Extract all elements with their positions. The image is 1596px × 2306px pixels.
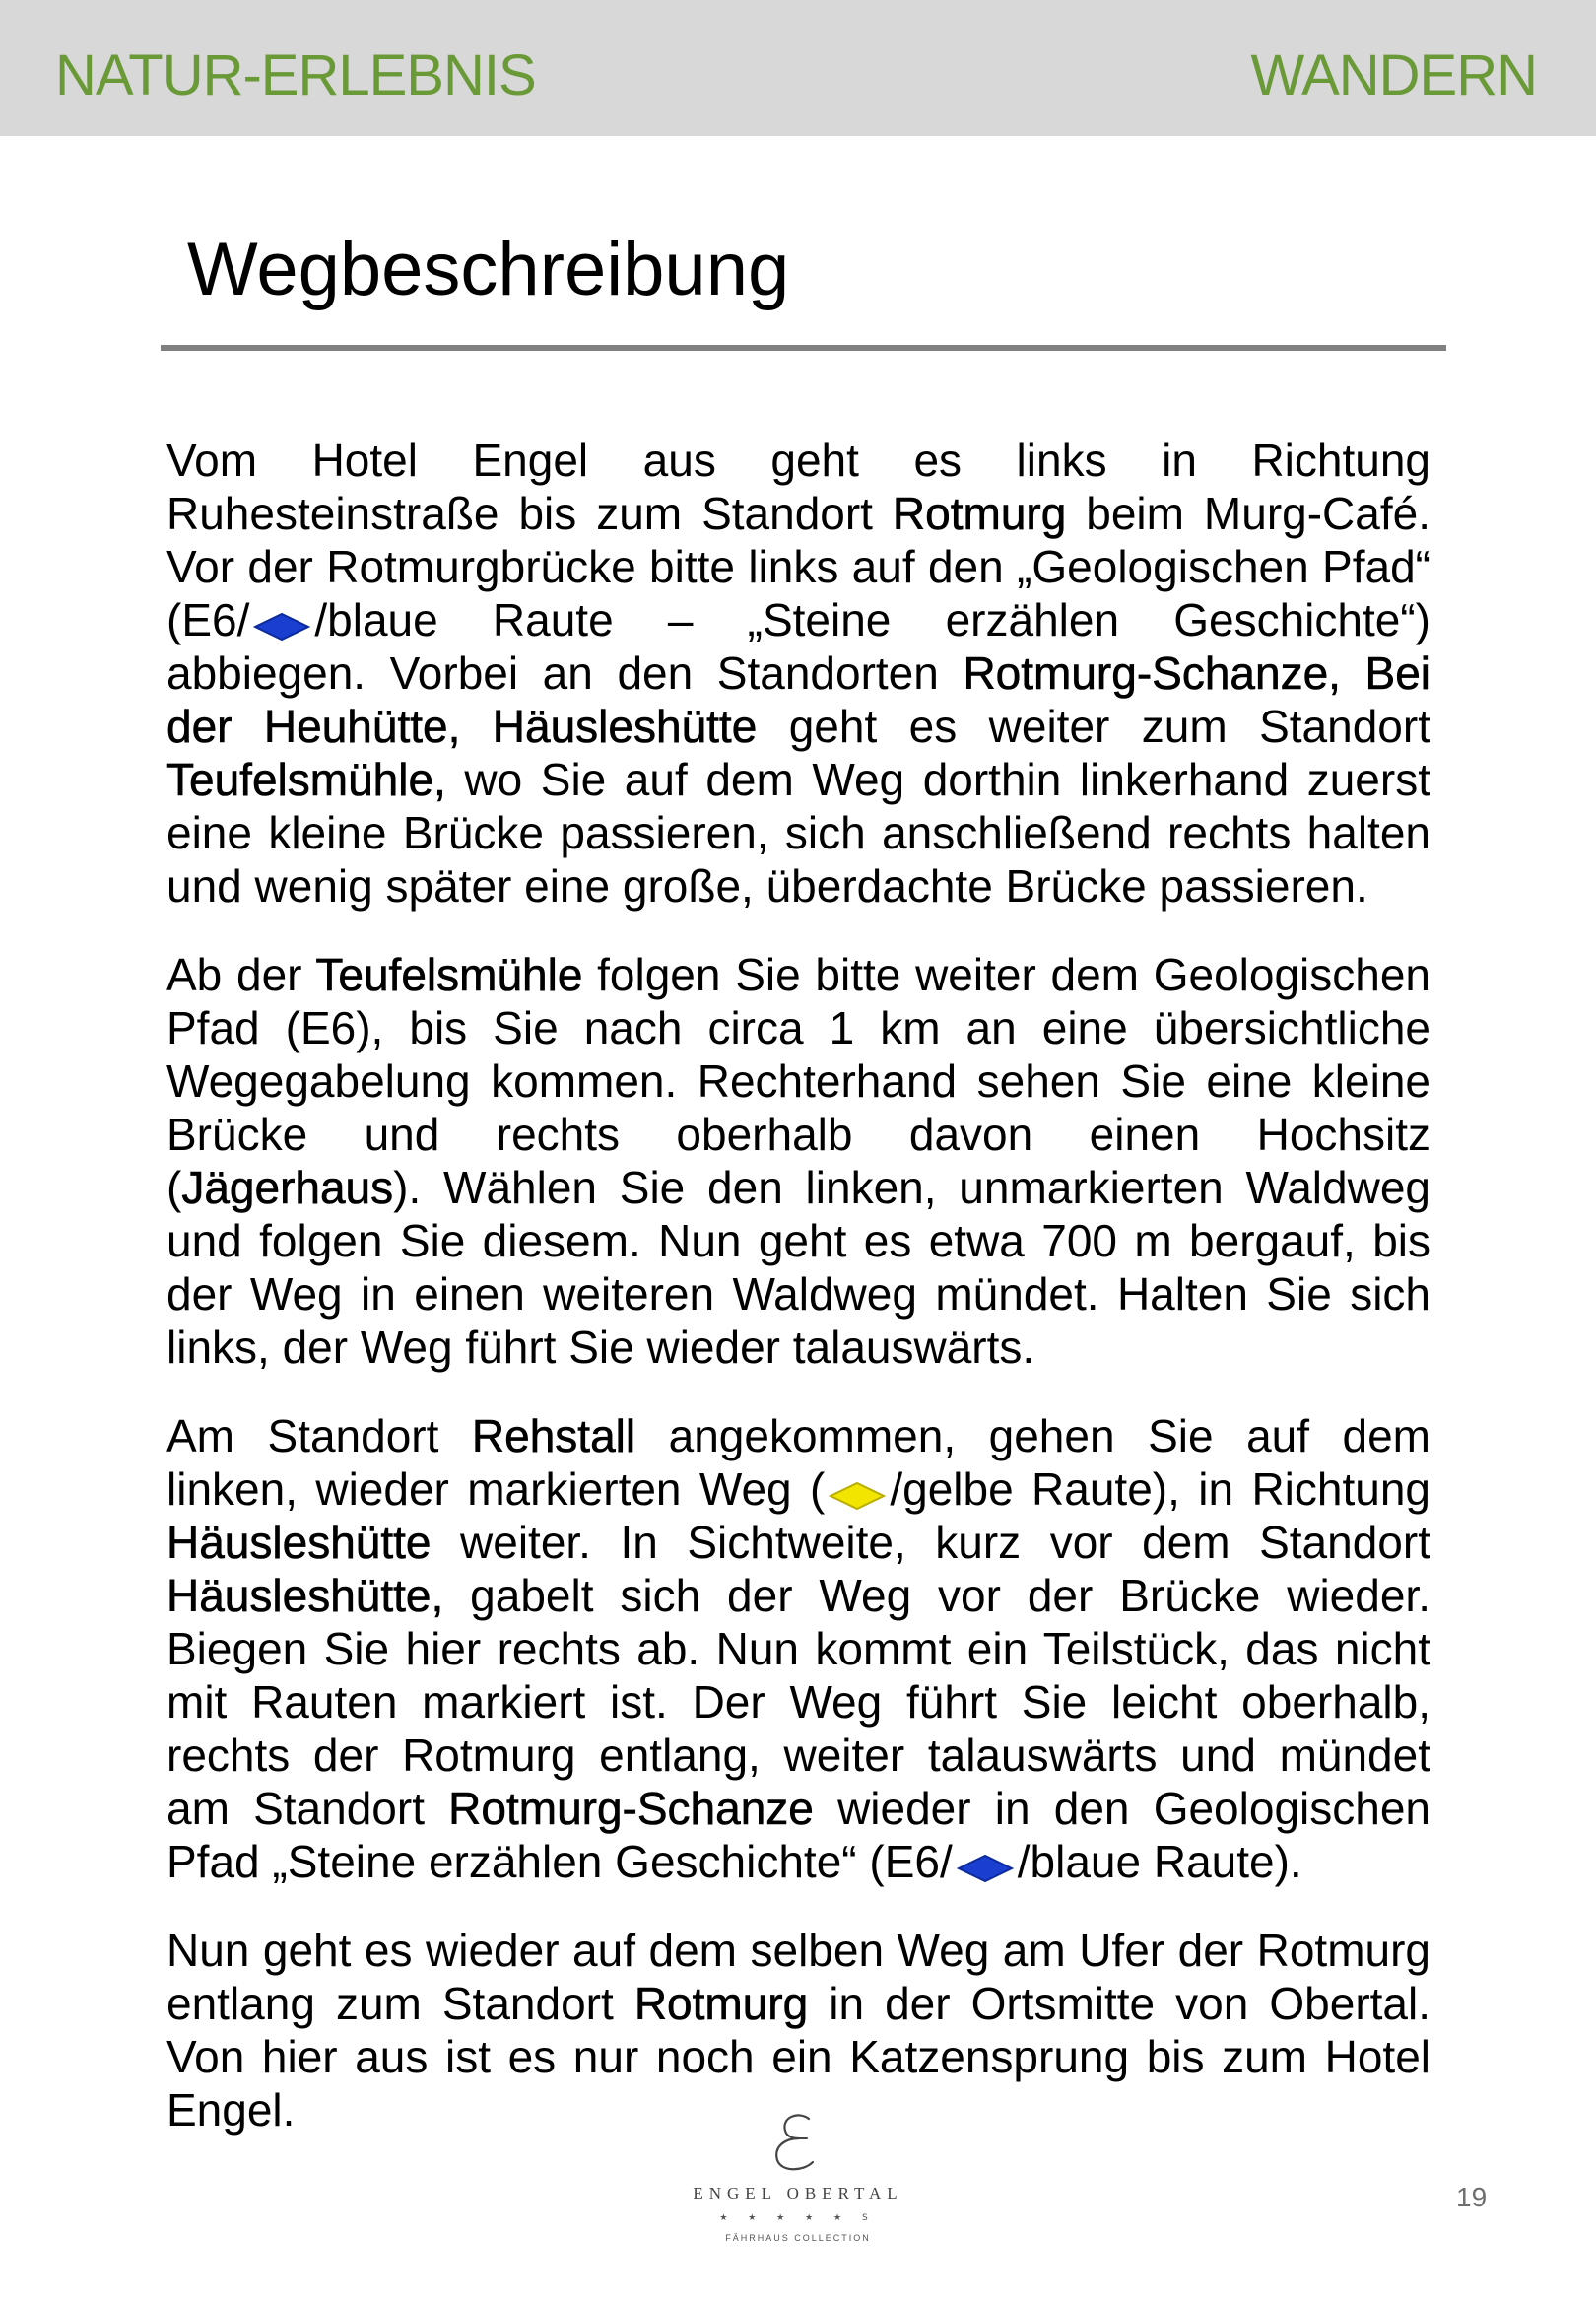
text-run: gabelt sich der Weg vor der Brücke wieder. Biegen Sie hier rechts ab. Nun kommt ein Teilstück, das nicht mit Rauten markiert ist. Der Weg führt Sie leicht oberhalb, rechts der Rotmurg entlang, weiter talauswärts und mündet am Standort	[166, 1570, 1430, 1834]
location-name: Rotmurg-Schanze	[448, 1783, 814, 1834]
text-run: folgen Sie bitte weiter dem Geologischen Pfad (E6), bis Sie nach circa 1 km an eine übersichtliche Wegegabelung kommen. Rechterhand sehen Sie eine kleine Brücke und rechts oberhalb davon einen Hochsitz (	[166, 949, 1431, 1213]
text-run: in der Ortsmitte von Obertal. Von hier aus ist es nur noch ein Katzensprung bis zum Hotel Engel.	[166, 1978, 1430, 2136]
logo-collection: FÄHRHAUS COLLECTION	[725, 2233, 871, 2243]
text-run: ). Wählen Sie den linken, unmarkierten Waldweg und folgen Sie diesem. Nun geht es etwa 700 m bergauf, bis der Weg in einen weiteren Waldweg mündet. Halten Sie sich links, der Weg führt Sie wieder talauswärts.	[166, 1162, 1430, 1373]
logo-wordmark: ENGEL OBERTAL	[693, 2184, 903, 2203]
text-run: /gelbe Raute), in Richtung	[890, 1463, 1430, 1515]
page-header	[0, 0, 1596, 136]
script-e-logo-icon	[764, 2109, 832, 2178]
text-run: weiter. In Sichtweite, kurz vor dem Standort	[431, 1517, 1430, 1568]
text-run: /blaue Raute).	[1017, 1836, 1302, 1887]
location-name: Rehstall	[471, 1410, 636, 1461]
text-run: Vom Hotel Engel aus geht es links in Richtung Ruhesteinstraße bis zum Standort	[166, 435, 1430, 539]
paragraph-4	[166, 1924, 1430, 2136]
location-name: Teufelsmühle,	[166, 754, 446, 805]
paragraph-1	[166, 434, 1430, 913]
location-name: Rotmurg	[633, 1978, 809, 2029]
section-label: NATUR-ERLEBNIS	[55, 43, 536, 107]
category-label: WANDERN	[1250, 43, 1537, 107]
blue-rhombus-icon	[957, 1854, 1014, 1883]
paragraph-3	[166, 1409, 1430, 1888]
location-name: Teufelsmühle	[315, 949, 583, 1000]
text-run: Nun geht es wieder auf dem selben Weg am Ufer der Rotmurg entlang zum Standort	[166, 1925, 1430, 2029]
text-run: Am Standort	[166, 1410, 472, 1461]
route-description	[166, 434, 1430, 2172]
title-divider	[161, 345, 1446, 351]
logo-stars: ★ ★ ★ ★ ★ S	[719, 2213, 877, 2223]
text-run: wieder in den Geologischen Pfad „Steine erzählen Geschichte“ (E6/	[166, 1783, 1430, 1887]
text-run: Ab der	[166, 949, 316, 1000]
location-name: Rotmurg-Schanze, Bei der Heuhütte, Häusleshütte	[166, 647, 1431, 752]
location-name: Häusleshütte,	[166, 1570, 444, 1621]
yellow-rhombus-icon	[829, 1481, 886, 1511]
blue-rhombus-icon	[253, 612, 310, 642]
text-run: /blaue Raute – „Steine erzählen Geschichte“) abbiegen. Vorbei an den Standorten	[166, 594, 1430, 699]
text-run: angekommen, gehen Sie auf dem linken, wieder markierten Weg (	[166, 1410, 1431, 1515]
location-name: Häusleshütte	[166, 1517, 432, 1568]
page-number: 19	[1456, 2182, 1488, 2212]
location-name: Jägerhaus	[181, 1162, 394, 1213]
hotel-logo	[680, 2109, 916, 2257]
page-title: Wegbeschreibung	[187, 228, 790, 311]
text-run: geht es weiter zum Standort	[757, 701, 1430, 752]
paragraph-2	[166, 948, 1430, 1374]
text-run: beim Murg-Café. Vor der Rotmurgbrücke bitte links auf den „Geologischen Pfad“ (E6/	[166, 488, 1430, 645]
location-name: Rotmurg	[892, 488, 1067, 539]
text-run: wo Sie auf dem Weg dorthin linkerhand zuerst eine kleine Brücke passieren, sich anschließend rechts halten und wenig später eine große, überdachte Brücke passieren.	[166, 754, 1430, 912]
